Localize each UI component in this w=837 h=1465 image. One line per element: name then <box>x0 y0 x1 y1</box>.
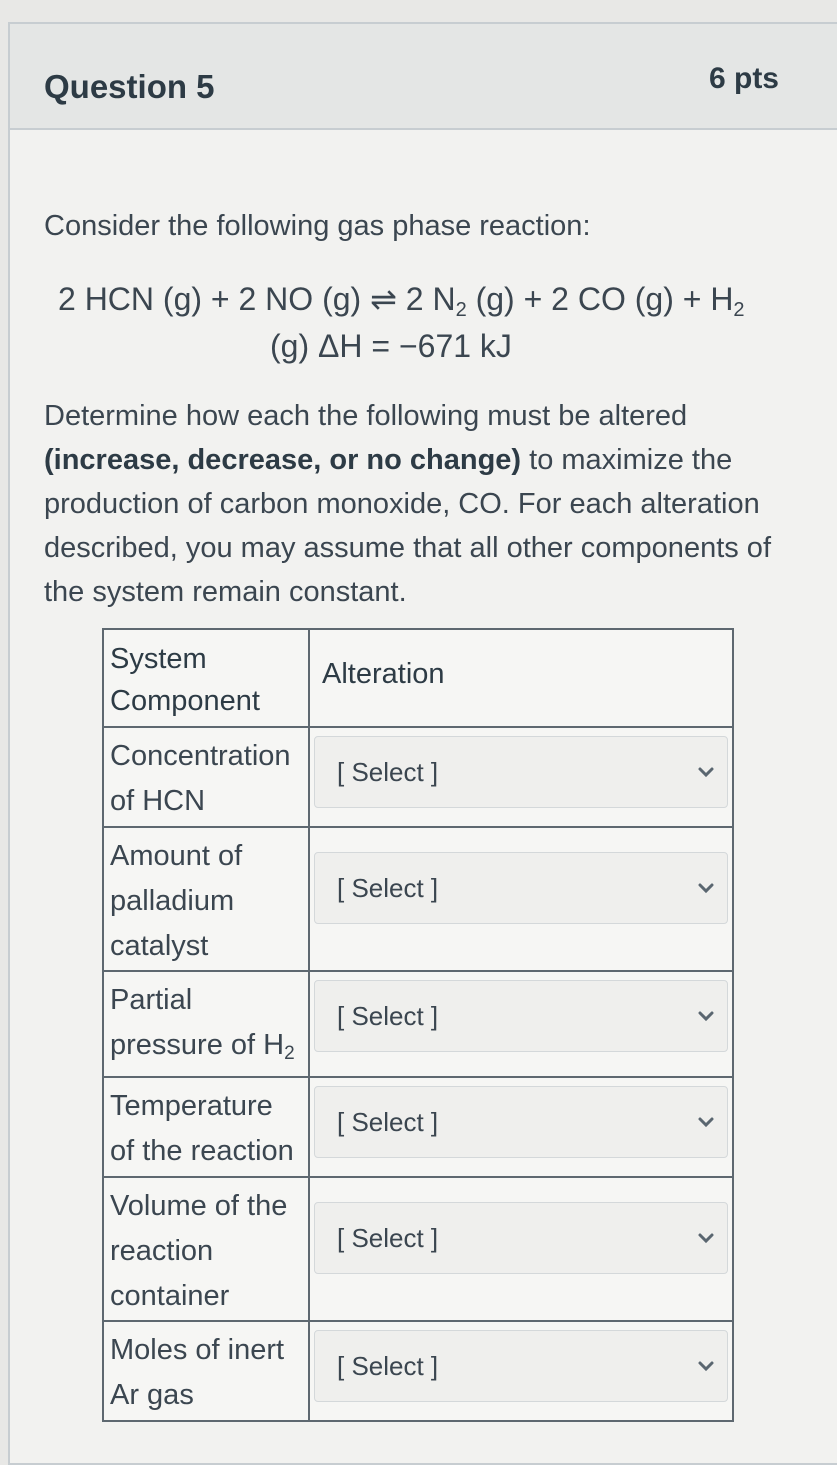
chevron-down-icon <box>697 763 715 781</box>
row-label-hcn: Concentration of HCN <box>103 727 309 827</box>
chevron-down-icon <box>697 879 715 897</box>
equation-line-2: (g) ΔH = −671 kJ <box>270 328 512 364</box>
table-row <box>103 1321 733 1421</box>
header-alteration: Alteration <box>309 629 733 727</box>
table-row <box>103 727 733 827</box>
question-points: 6 pts <box>708 62 779 95</box>
row-label-temperature: Temperature of the reaction <box>103 1077 309 1177</box>
row-label-catalyst: Amount of palladium catalyst <box>103 827 309 971</box>
chevron-down-icon <box>697 1229 715 1247</box>
chevron-down-icon <box>697 1357 715 1375</box>
question-card <box>8 22 837 1465</box>
alteration-select-pressure[interactable]: [ Select ] <box>314 980 728 1052</box>
intro-text: Consider the following gas phase reaction: <box>44 210 591 242</box>
chevron-down-icon <box>697 1113 715 1131</box>
row-label-argon: Moles of inert Ar gas <box>103 1321 309 1421</box>
header-system-component: System Component <box>103 629 309 727</box>
row-label-pressure-h2: Partial pressure of $H_2$ <box>103 971 309 1077</box>
alteration-select-volume[interactable]: [ Select ] <box>314 1202 728 1274</box>
chevron-down-icon <box>697 1007 715 1025</box>
equation-line-1: 2 HCN (g) + 2 NO (g) ⇌ 2 $N_2$ (g) + 2 CO $(g) + H_2$ <box>58 281 745 321</box>
table-row <box>103 971 733 1077</box>
instruction-text: Determine how each the following must be altered (increase, decrease, or no change) to maximize the production of carbon monoxide, CO. For each alteration described, you may assume that all other components of the system remain constant. <box>44 400 771 608</box>
alteration-select-temperature[interactable]: [ Select ] <box>314 1086 728 1158</box>
alteration-table <box>102 628 734 1422</box>
table-row <box>103 1177 733 1321</box>
alteration-select-hcn[interactable]: [ Select ] <box>314 736 728 808</box>
question-title: Question 5 <box>44 68 215 105</box>
table-header-row <box>103 629 733 727</box>
table-row <box>103 1077 733 1177</box>
alteration-select-argon[interactable]: [ Select ] <box>314 1330 728 1402</box>
table-row <box>103 827 733 971</box>
row-label-volume: Volume of the reaction container <box>103 1177 309 1321</box>
alteration-select-catalyst[interactable]: [ Select ] <box>314 852 728 924</box>
question-header <box>10 24 837 130</box>
